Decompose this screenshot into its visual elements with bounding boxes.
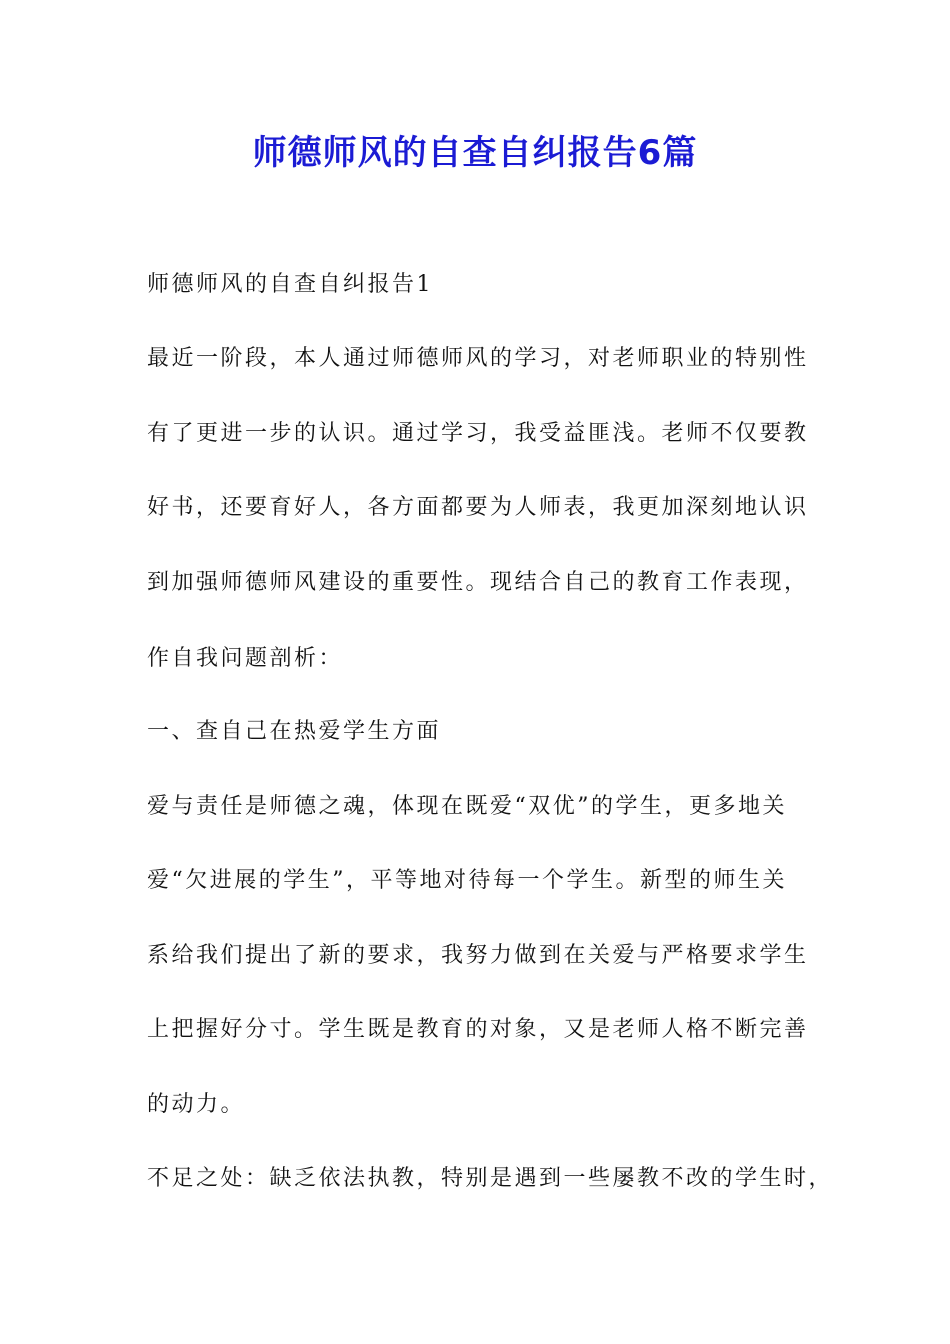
paragraph-line: 好书，还要育好人，各方面都要为人师表，我更加深刻地认识 xyxy=(147,495,809,520)
paragraph-line: 上把握好分寸。学生既是教育的对象，又是老师人格不断完善 xyxy=(147,1017,809,1042)
paragraph-line: 不足之处：缺乏依法执教，特别是遇到一些屡教不改的学生时， xyxy=(147,1166,834,1191)
document-title: 师德师风的自查自纠报告6篇 xyxy=(252,133,698,173)
paragraph-line: 有了更进一步的认识。通过学习，我受益匪浅。老师不仅要教 xyxy=(147,421,809,446)
paragraph-line: 的动力。 xyxy=(147,1092,246,1117)
paragraph-line: 系给我们提出了新的要求，我努力做到在关爱与严格要求学生 xyxy=(147,943,809,968)
paragraph-line: 最近一阶段，本人通过师德师风的学习，对老师职业的特别性 xyxy=(147,346,809,371)
paragraph-line: 爱与责任是师德之魂，体现在既爱“双优”的学生，更多地关 xyxy=(147,794,787,819)
subsection-heading: 一、查自己在热爱学生方面 xyxy=(147,719,442,744)
paragraph-line: 作自我问题剖析： xyxy=(147,646,344,671)
paragraph-line: 到加强师德师风建设的重要性。现结合自己的教育工作表现， xyxy=(147,570,809,595)
section-heading: 师德师风的自查自纠报告1 xyxy=(147,272,433,297)
paragraph-line: 爱“欠进展的学生”，平等地对待每一个学生。新型的师生关 xyxy=(147,868,787,893)
